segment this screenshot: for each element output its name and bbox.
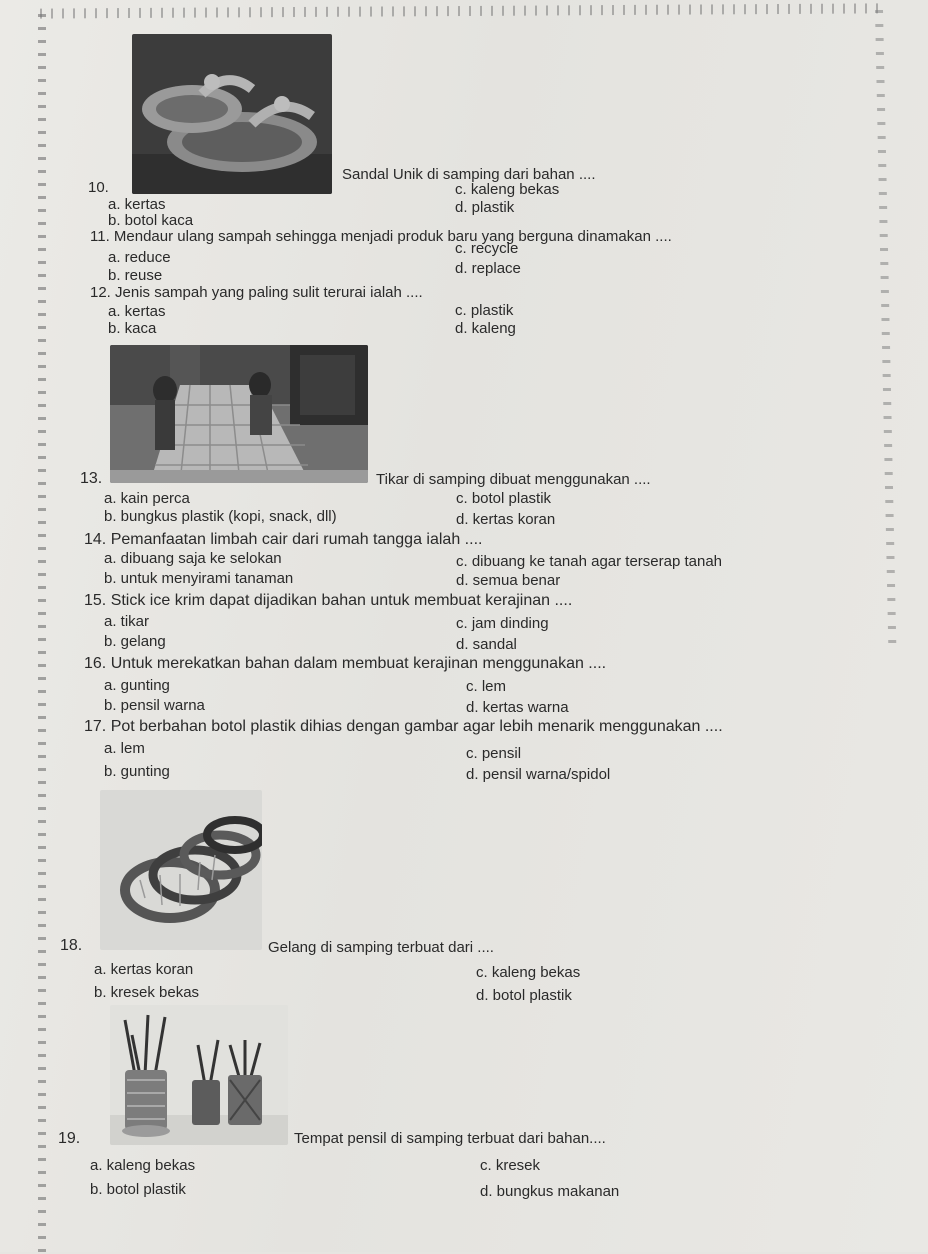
sandal-photo — [132, 34, 332, 194]
q11-question: 11. Mendaur ulang sampah sehingga menjadi produk baru yang berguna dinamakan .... — [90, 228, 672, 245]
q15-option-d: d. sandal — [456, 636, 517, 653]
q13-option-d: d. kertas koran — [456, 511, 556, 528]
tikar-photo — [110, 345, 368, 483]
decorative-border-left — [38, 14, 46, 1254]
q12-option-b: b. kaca — [108, 320, 157, 337]
q11-option-b: b. reuse — [108, 267, 163, 284]
q14-option-d: d. semua benar — [456, 572, 561, 589]
q16-option-a: a. gunting — [104, 677, 170, 694]
q17-question: 17. Pot berbahan botol plastik dihias dengan gambar agar lebih menarik menggunakan .... — [84, 718, 723, 735]
q18-option-d: d. botol plastik — [476, 987, 572, 1004]
q14-option-b: b. untuk menyirami tanaman — [104, 570, 294, 587]
q13-option-b: b. bungkus plastik (kopi, snack, dll) — [104, 508, 337, 525]
q12-option-c: c. plastik — [455, 302, 514, 319]
q14-option-a: a. dibuang saja ke selokan — [104, 550, 282, 567]
q11-option-d: d. replace — [455, 260, 521, 277]
q15-option-c: c. jam dinding — [456, 615, 549, 632]
q12-question: 12. Jenis sampah yang paling sulit terurai ialah .... — [90, 284, 423, 301]
q19-option-c: c. kresek — [480, 1157, 541, 1174]
q13-question: Tikar di samping dibuat menggunakan .... — [376, 471, 651, 488]
q18-question: Gelang di samping terbuat dari .... — [268, 939, 494, 956]
q11-option-a: a. reduce — [108, 249, 171, 266]
q14-question: 14. Pemanfaatan limbah cair dari rumah tangga ialah .... — [84, 531, 483, 548]
pencil-holder-photo — [110, 1005, 288, 1145]
q12-option-d: d. kaleng — [455, 320, 516, 337]
q11-option-c: c. recycle — [455, 240, 519, 257]
q18-option-b: b. kresek bekas — [94, 984, 200, 1001]
q19-option-b: b. botol plastik — [90, 1181, 186, 1198]
q15-option-b: b. gelang — [104, 633, 166, 650]
pencil-holder-image — [110, 1005, 288, 1145]
q19-option-a: a. kaleng bekas — [90, 1157, 196, 1174]
q10-number: 10. — [88, 179, 109, 196]
q16-option-d: d. kertas warna — [466, 699, 569, 716]
q19-option-d: d. bungkus makanan — [480, 1183, 620, 1200]
q13-number: 13. — [80, 470, 103, 487]
q14-option-c: c. dibuang ke tanah agar terserap tanah — [456, 553, 723, 570]
q19-question: Tempat pensil di samping terbuat dari bahan.... — [294, 1130, 606, 1147]
q10-option-c: c. kaleng bekas — [455, 181, 560, 198]
q15-question: 15. Stick ice krim dapat dijadikan bahan untuk membuat kerajinan .... — [84, 592, 573, 609]
q16-option-c: c. lem — [466, 678, 507, 695]
q16-option-b: b. pensil warna — [104, 697, 205, 714]
q17-option-b: b. gunting — [104, 763, 170, 780]
q18-option-c: c. kaleng bekas — [476, 964, 581, 981]
q10-option-b: b. botol kaca — [108, 212, 194, 229]
q13-option-c: c. botol plastik — [456, 490, 552, 507]
q10-option-a: a. kertas — [108, 196, 166, 213]
q13-option-a: a. kain perca — [104, 490, 190, 507]
q10-question: Sandal Unik di samping dari bahan .... — [342, 166, 596, 183]
gelang-photo — [100, 790, 262, 950]
q17-option-d: d. pensil warna/spidol — [466, 766, 611, 783]
tikar-image — [110, 345, 368, 483]
q17-option-a: a. lem — [104, 740, 145, 757]
q17-option-c: c. pensil — [466, 745, 522, 762]
q18-number: 18. — [60, 937, 83, 954]
q19-number: 19. — [58, 1130, 81, 1147]
q12-option-a: a. kertas — [108, 303, 166, 320]
gelang-image — [100, 790, 262, 950]
q10-option-d: d. plastik — [455, 199, 515, 216]
q18-option-a: a. kertas koran — [94, 961, 194, 978]
q15-option-a: a. tikar — [104, 613, 150, 630]
q16-question: 16. Untuk merekatkan bahan dalam membuat kerajinan menggunakan .... — [84, 655, 607, 672]
sandal-image — [132, 34, 332, 194]
